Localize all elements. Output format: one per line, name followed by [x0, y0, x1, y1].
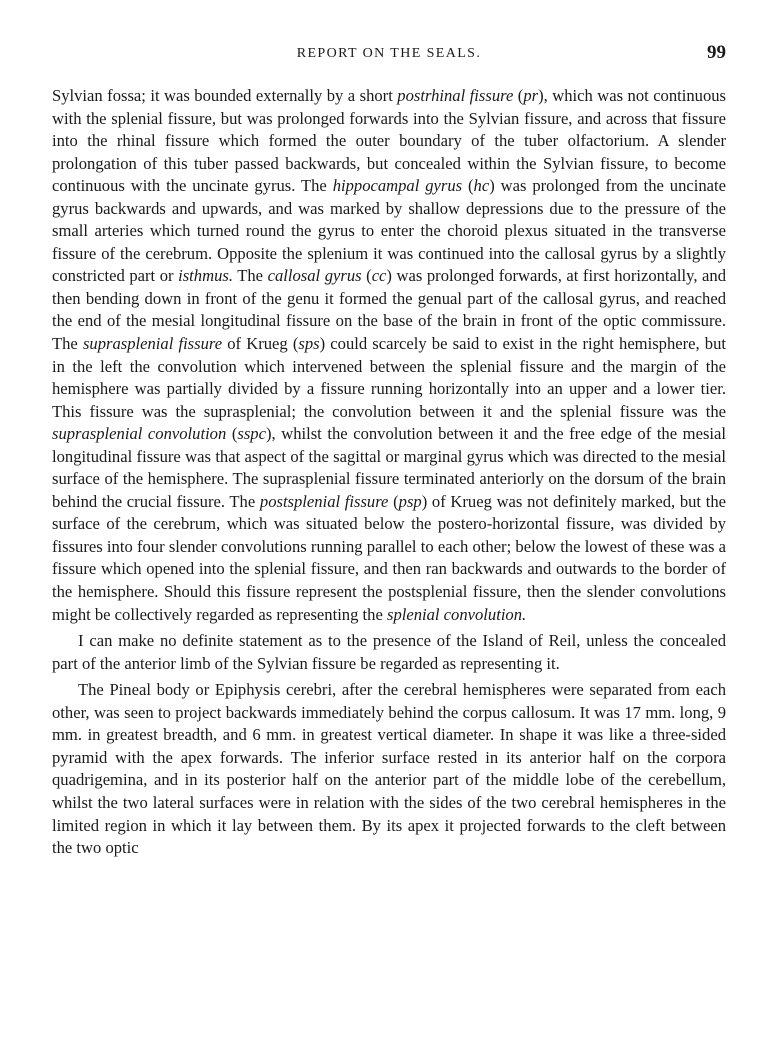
- text-run: (: [462, 176, 474, 196]
- italic-term: callosal gyrus: [267, 266, 362, 286]
- text-run: (: [388, 491, 399, 511]
- italic-term: splenial convolution.: [386, 604, 527, 624]
- text-run: I can make no definite statement as to the presence of the Island of Reil, unless the concealed part of the anterior limb of the Sylvian fissure be regarded as representing it.: [52, 631, 726, 673]
- running-title: REPORT ON THE SEALS.: [296, 46, 482, 61]
- paragraph: [52, 85, 726, 626]
- text-run: The: [232, 266, 268, 286]
- paragraph: [52, 679, 726, 859]
- running-head: [52, 40, 726, 70]
- text-run: (: [513, 86, 524, 105]
- italic-term: hippocampal gyrus: [332, 176, 463, 196]
- text-run: Sylvian fossa; it was bounded externally by a short: [52, 86, 398, 105]
- italic-term: suprasplenial fissure: [82, 334, 223, 354]
- text-run: (: [226, 424, 238, 444]
- italic-term: sspc: [237, 424, 266, 444]
- italic-term: psp: [398, 491, 422, 511]
- text-run: ), which was not continuous with the splenial fissure, but was prolonged forwards into the Sylvian fissure, and across that fissure into the rhinal fissure which formed the outer boundary of the tuber olfactorium. A slender prolongation of this tuber passed backwards, but concealed within the Sylvian fissure, to become continuous with the uncinate gyrus. The: [52, 86, 727, 196]
- text-run: ) of Krueg was not definitely marked, but the surface of the cerebrum, which was situated below the postero-horizontal fissure, was divided by fissures into four slender convolutions running parallel to each other; below the lowest of these was a fissure which opened into the splenial fissure, and then ran backwards and outwards to the border of the hemisphere. Should this fissure represent the postsplenial fissure, then the slender convolutions might be collectively regarded as representing the: [52, 491, 726, 624]
- italic-term: suprasplenial convolution: [52, 424, 227, 444]
- italic-term: pr: [523, 86, 539, 105]
- italic-term: cc: [371, 266, 387, 286]
- italic-term: postrhinal fissure: [397, 86, 514, 105]
- text-run: (: [361, 266, 372, 286]
- italic-term: isthmus.: [178, 266, 233, 286]
- body-text: [52, 85, 726, 860]
- text-run: ) was prolonged from the uncinate gyrus backwards and upwards, and was marked by shallow depressions due to the pressure of the small arteries which turned round the gyrus to enter the choroid plexus situated in the transverse fissure of the cerebrum. Opposite the splenium it was continued into the callosal gyrus by a slightly constricted part or: [52, 176, 727, 286]
- text-run: The Pineal body or Epiphysis cerebri, after the cerebral hemispheres were separated from each other, was seen to project backwards immediately behind the corpus callosum. It was 17 mm. long, 9 mm. in greatest breadth, and 6 mm. in greatest vertical diameter. In shape it was like a three-sided pyramid with the apex forwards. The inferior surface rested in its anterior half on the corpora quadrigemina, and in its posterior half on the anterior part of the middle lobe of the cerebellum, whilst the two lateral surfaces were in relation with the sides of the two cerebral hemispheres in the limited region in which it lay between them. By its apex it projected forwards to the cleft between the two optic: [52, 680, 726, 858]
- italic-term: sps: [298, 334, 320, 354]
- text-run: ) was prolonged forwards, at first horizontally, and then bending down in front of the genu it formed the genual part of the callosal gyrus, and reached the end of the mesial longitudinal fissure on the base of the brain in front of the optic commissure. The: [52, 266, 726, 354]
- text-run: ) could scarcely be said to exist in the right hemisphere, but in the left the convolution which intervened between the splenial fissure and the margin of the hemisphere was partially divided by a fissure running horizontally into an upper and a lower tier. This fissure was the suprasplenial; the convolution between it and the splenial fissure was the: [52, 334, 727, 421]
- text-run: ), whilst the convolution between it and the free edge of the mesial longitudinal fissure was that aspect of the sagittal or marginal gyrus which was directed to the mesial surface of the hemisphere. The suprasplenial fissure terminated anteriorly on the dorsum of the brain behind the crucial fissure. The: [52, 424, 726, 511]
- paragraph: [52, 630, 726, 675]
- text-run: of Krueg (: [222, 334, 299, 354]
- italic-term: postsplenial fissure: [259, 491, 389, 511]
- italic-term: hc: [473, 176, 490, 196]
- page-number: 99: [707, 42, 726, 63]
